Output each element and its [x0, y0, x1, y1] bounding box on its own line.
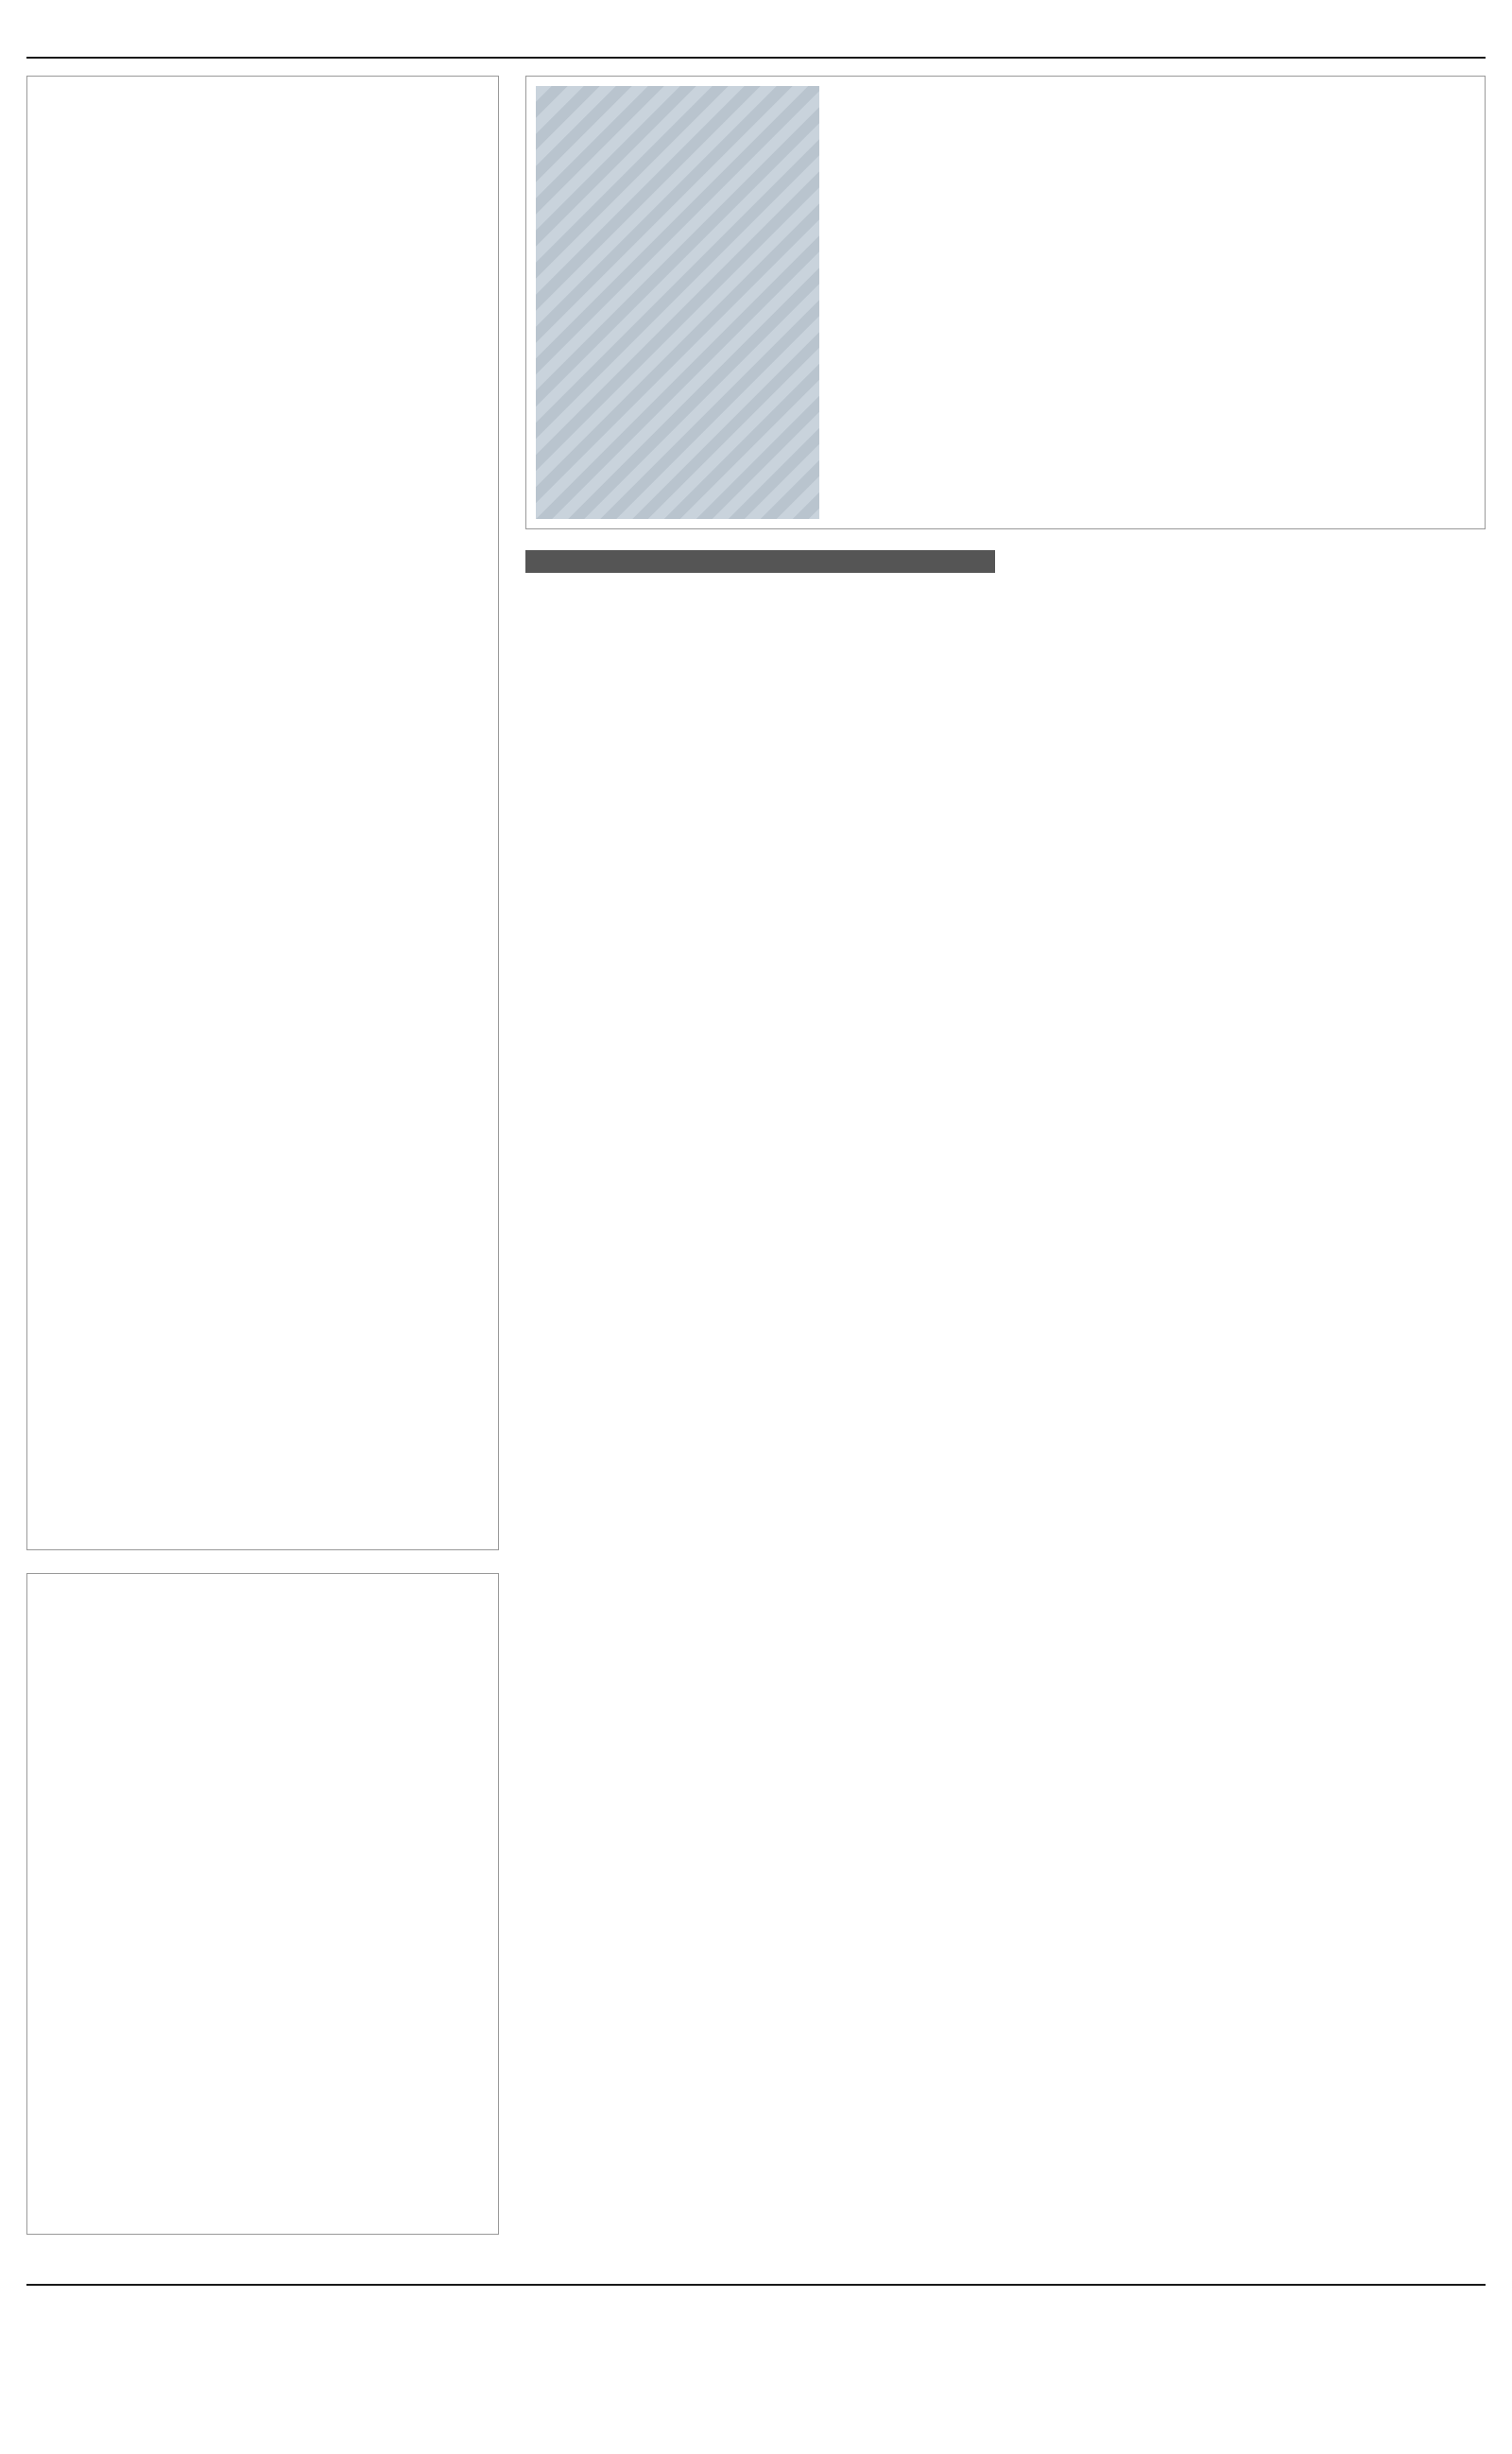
services-section — [525, 1573, 1486, 2235]
service-item — [1178, 1573, 1486, 1582]
editorial-column — [26, 76, 499, 1550]
footer-legal — [518, 2293, 992, 2435]
footer — [26, 2284, 1486, 2435]
footer-representative — [1011, 2293, 1486, 2435]
feature-box — [525, 76, 1486, 529]
service-item — [525, 1573, 833, 1582]
service-item — [851, 1573, 1159, 1582]
letters-column — [1016, 550, 1486, 1550]
masthead — [26, 19, 1486, 59]
readers-column — [525, 550, 995, 1550]
notice-box — [26, 1573, 499, 2235]
feature-image — [536, 86, 819, 519]
feature-text — [834, 86, 1475, 519]
readers-promo — [525, 550, 995, 573]
